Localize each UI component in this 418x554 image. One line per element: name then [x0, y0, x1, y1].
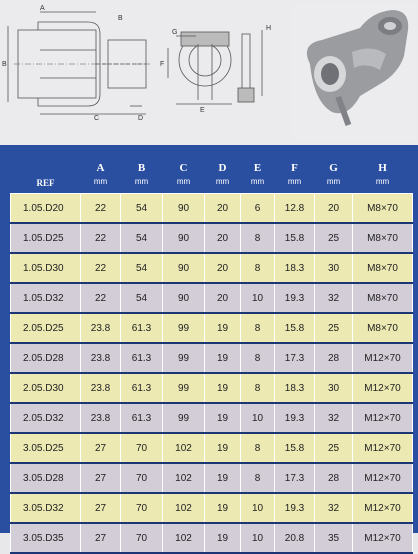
cell-e: 8	[241, 223, 275, 253]
header-h: H mm	[375, 161, 390, 186]
cell-b: 70	[121, 433, 163, 463]
technical-drawing-area	[0, 0, 418, 145]
cell-f: 19.3	[275, 493, 315, 523]
cell-f: 18.3	[275, 253, 315, 283]
cell-d: 19	[205, 433, 241, 463]
dim-label-a: A	[40, 5, 45, 12]
dim-label-b-top: B	[118, 15, 123, 22]
cell-c: 90	[163, 223, 205, 253]
table-row	[11, 373, 413, 403]
cell-ref: 3.05.D25	[11, 433, 81, 463]
cell-c: 102	[163, 523, 205, 553]
cell-e: 10	[241, 283, 275, 313]
cell-b: 54	[121, 194, 163, 224]
header-e: E mm	[250, 161, 265, 186]
cell-ref: 2.05.D30	[11, 373, 81, 403]
cell-c: 90	[163, 283, 205, 313]
header-b: B mm	[134, 161, 149, 186]
cell-c: 102	[163, 493, 205, 523]
cell-a: 27	[81, 463, 121, 493]
cell-e: 8	[241, 463, 275, 493]
cell-g: 35	[315, 523, 353, 553]
header-c: C mm	[176, 161, 191, 186]
table-row	[11, 343, 413, 373]
cell-e: 10	[241, 403, 275, 433]
cell-h: M8×70	[353, 194, 413, 224]
table-row	[11, 433, 413, 463]
cell-e: 6	[241, 194, 275, 224]
cell-d: 19	[205, 373, 241, 403]
cell-c: 90	[163, 253, 205, 283]
cell-g: 25	[315, 313, 353, 343]
table-row	[11, 283, 413, 313]
cell-d: 19	[205, 403, 241, 433]
cell-d: 20	[205, 194, 241, 224]
cell-b: 61.3	[121, 403, 163, 433]
cell-f: 15.8	[275, 433, 315, 463]
cell-d: 20	[205, 283, 241, 313]
cell-a: 23.8	[81, 313, 121, 343]
cell-f: 17.3	[275, 343, 315, 373]
cell-f: 12.8	[275, 194, 315, 224]
technical-drawing	[0, 0, 418, 145]
cell-f: 17.3	[275, 463, 315, 493]
table-header-row	[11, 156, 413, 194]
cell-ref: 3.05.D28	[11, 463, 81, 493]
dim-label-h: H	[266, 25, 272, 32]
dim-label-e: E	[200, 107, 205, 114]
cell-e: 8	[241, 253, 275, 283]
table-row	[11, 523, 413, 553]
cell-ref: 1.05.D20	[11, 194, 81, 224]
cell-a: 22	[81, 283, 121, 313]
cell-g: 25	[315, 433, 353, 463]
cell-e: 8	[241, 373, 275, 403]
cell-ref: 2.05.D32	[11, 403, 81, 433]
cell-f: 19.3	[275, 283, 315, 313]
cell-b: 54	[121, 283, 163, 313]
table-row	[11, 403, 413, 433]
bolt-outline	[242, 34, 250, 92]
cell-c: 90	[163, 194, 205, 224]
spec-table-panel	[0, 145, 418, 544]
dim-label-c: C	[94, 115, 100, 122]
cell-d: 19	[205, 343, 241, 373]
section-bore-circle	[189, 44, 221, 76]
table-row	[11, 223, 413, 253]
dim-label-d: D	[138, 115, 144, 122]
cell-g: 30	[315, 373, 353, 403]
cell-g: 32	[315, 493, 353, 523]
cell-ref: 1.05.D25	[11, 223, 81, 253]
header-a: A mm	[93, 161, 108, 186]
cell-d: 19	[205, 463, 241, 493]
cell-d: 19	[205, 313, 241, 343]
cell-b: 70	[121, 463, 163, 493]
cell-b: 70	[121, 523, 163, 553]
dim-label-g: G	[172, 29, 178, 36]
cell-g: 28	[315, 343, 353, 373]
cell-c: 102	[163, 433, 205, 463]
cell-h: M8×70	[353, 253, 413, 283]
cell-ref: 2.05.D28	[11, 343, 81, 373]
cell-f: 15.8	[275, 313, 315, 343]
cell-d: 20	[205, 253, 241, 283]
cell-h: M8×70	[353, 223, 413, 253]
cell-a: 23.8	[81, 373, 121, 403]
yoke-product-image	[292, 4, 416, 140]
cell-c: 99	[163, 373, 205, 403]
header-g: G mm	[326, 161, 341, 186]
cell-g: 32	[315, 283, 353, 313]
cell-f: 20.8	[275, 523, 315, 553]
cell-b: 70	[121, 493, 163, 523]
cell-f: 18.3	[275, 373, 315, 403]
cell-d: 20	[205, 223, 241, 253]
table-body	[11, 194, 413, 554]
cell-h: M12×70	[353, 433, 413, 463]
cell-b: 61.3	[121, 313, 163, 343]
cell-a: 23.8	[81, 343, 121, 373]
cell-ref: 1.05.D30	[11, 253, 81, 283]
header-f: F mm	[287, 161, 302, 186]
cell-h: M12×70	[353, 343, 413, 373]
cell-d: 19	[205, 493, 241, 523]
cell-c: 102	[163, 463, 205, 493]
cell-e: 10	[241, 523, 275, 553]
cell-b: 61.3	[121, 373, 163, 403]
dim-label-b-left: B	[2, 61, 7, 68]
header-d: D mm	[215, 161, 230, 186]
cell-e: 10	[241, 493, 275, 523]
spec-table	[10, 156, 413, 554]
cell-h: M12×70	[353, 493, 413, 523]
cell-a: 22	[81, 223, 121, 253]
cell-h: M8×70	[353, 313, 413, 343]
cell-a: 27	[81, 523, 121, 553]
cell-a: 22	[81, 194, 121, 224]
table-row	[11, 253, 413, 283]
cell-g: 30	[315, 253, 353, 283]
header-ref: REF	[36, 178, 55, 188]
table-row	[11, 493, 413, 523]
cell-g: 32	[315, 403, 353, 433]
cell-d: 19	[205, 523, 241, 553]
cell-b: 61.3	[121, 343, 163, 373]
cell-h: M12×70	[353, 373, 413, 403]
cell-e: 8	[241, 433, 275, 463]
cell-c: 99	[163, 403, 205, 433]
cell-g: 25	[315, 223, 353, 253]
cell-h: M12×70	[353, 403, 413, 433]
cell-h: M8×70	[353, 283, 413, 313]
cell-b: 54	[121, 253, 163, 283]
cell-ref: 3.05.D35	[11, 523, 81, 553]
cell-h: M12×70	[353, 463, 413, 493]
cell-ref: 1.05.D32	[11, 283, 81, 313]
cell-g: 28	[315, 463, 353, 493]
cell-c: 99	[163, 343, 205, 373]
cell-e: 8	[241, 343, 275, 373]
cell-h: M12×70	[353, 523, 413, 553]
bolt-nut	[238, 88, 254, 102]
cell-a: 27	[81, 493, 121, 523]
cell-a: 22	[81, 253, 121, 283]
cell-f: 15.8	[275, 223, 315, 253]
cell-a: 27	[81, 433, 121, 463]
cell-b: 54	[121, 223, 163, 253]
cell-a: 23.8	[81, 403, 121, 433]
cell-ref: 2.05.D25	[11, 313, 81, 343]
table-row	[11, 313, 413, 343]
cell-f: 19.3	[275, 403, 315, 433]
cell-e: 8	[241, 313, 275, 343]
cell-g: 20	[315, 194, 353, 224]
table-row	[11, 463, 413, 493]
table-row	[11, 194, 413, 224]
cell-ref: 3.05.D32	[11, 493, 81, 523]
dim-label-f: F	[160, 61, 165, 68]
cell-c: 99	[163, 313, 205, 343]
